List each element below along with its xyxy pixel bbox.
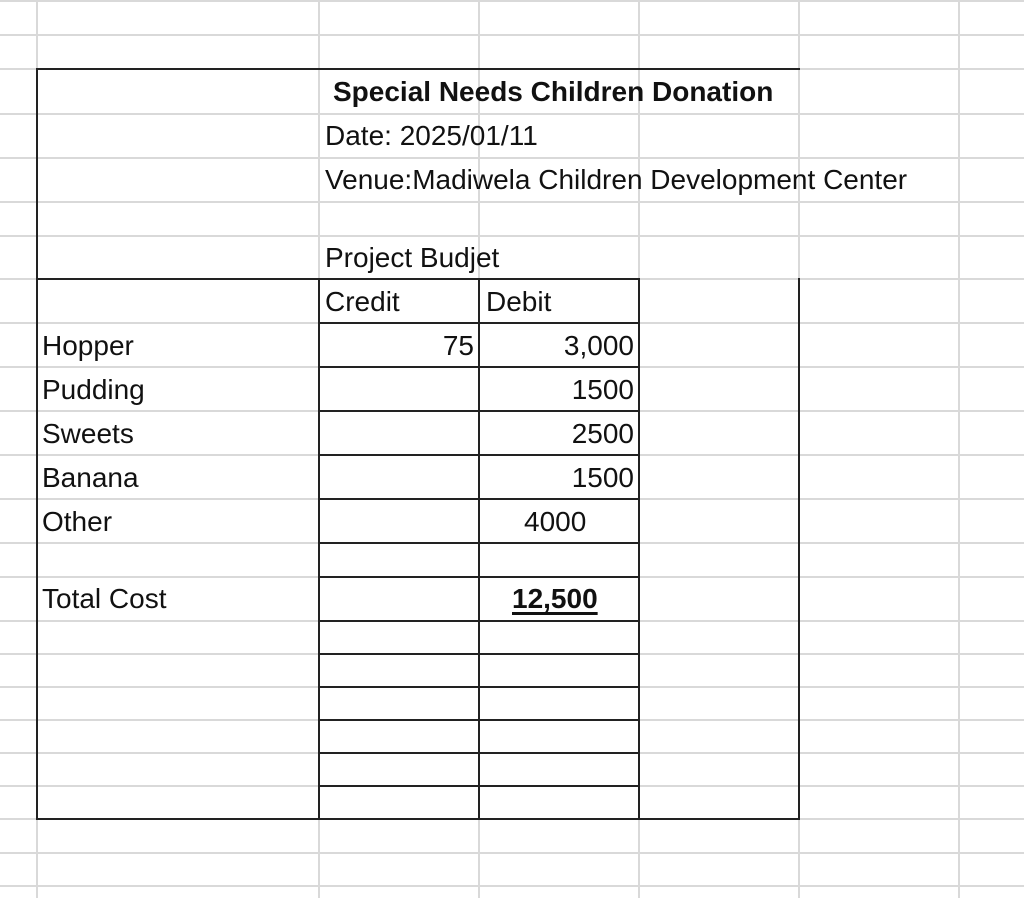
debit-value: 4000 bbox=[524, 506, 587, 537]
gridline bbox=[0, 0, 1024, 2]
gridline bbox=[0, 34, 1024, 36]
section-title: Project Budjet bbox=[325, 242, 500, 273]
debit-value: 2500 bbox=[571, 418, 634, 449]
row-border bbox=[318, 785, 640, 787]
column-border bbox=[478, 278, 480, 820]
row-border bbox=[318, 686, 640, 688]
row-border bbox=[318, 653, 640, 655]
debit-value: 1500 bbox=[571, 374, 634, 405]
row-border bbox=[318, 752, 640, 754]
gridline bbox=[0, 157, 1024, 159]
row-border bbox=[318, 410, 640, 412]
outer-border-top bbox=[36, 68, 800, 70]
row-border bbox=[318, 719, 640, 721]
column-border bbox=[638, 278, 640, 820]
event-venue: Venue:Madiwela Children Development Center bbox=[325, 164, 908, 195]
gridline bbox=[0, 885, 1024, 887]
credit-value: 75 bbox=[442, 330, 474, 361]
row-border bbox=[318, 366, 640, 368]
row-border bbox=[318, 576, 640, 578]
item-label: Hopper bbox=[42, 330, 134, 361]
outer-border-left bbox=[36, 68, 38, 820]
debit-value: 3,000 bbox=[563, 330, 634, 361]
row-border bbox=[318, 498, 640, 500]
debit-value: 1500 bbox=[571, 462, 634, 493]
item-label: Other bbox=[42, 506, 113, 537]
total-label: Total Cost bbox=[42, 583, 167, 614]
header-border bbox=[36, 278, 640, 280]
gridline bbox=[0, 235, 1024, 237]
item-label: Pudding bbox=[42, 374, 145, 405]
document-title: Special Needs Children Donation bbox=[333, 76, 774, 107]
gridline bbox=[0, 852, 1024, 854]
gridline bbox=[0, 201, 1024, 203]
event-date: Date: 2025/01/11 bbox=[325, 120, 538, 151]
total-value: 12,500 bbox=[512, 583, 598, 614]
credit-header: Credit bbox=[325, 286, 400, 317]
row-border bbox=[318, 620, 640, 622]
item-label: Sweets bbox=[42, 418, 134, 449]
column-border bbox=[318, 278, 320, 820]
outer-border-bottom bbox=[36, 818, 800, 820]
row-border bbox=[318, 322, 640, 324]
row-border bbox=[318, 454, 640, 456]
gridline bbox=[0, 113, 1024, 115]
gridline bbox=[958, 0, 960, 898]
row-border bbox=[318, 542, 640, 544]
item-label: Banana bbox=[42, 462, 139, 493]
debit-header: Debit bbox=[486, 286, 552, 317]
outer-border-right bbox=[798, 278, 800, 820]
